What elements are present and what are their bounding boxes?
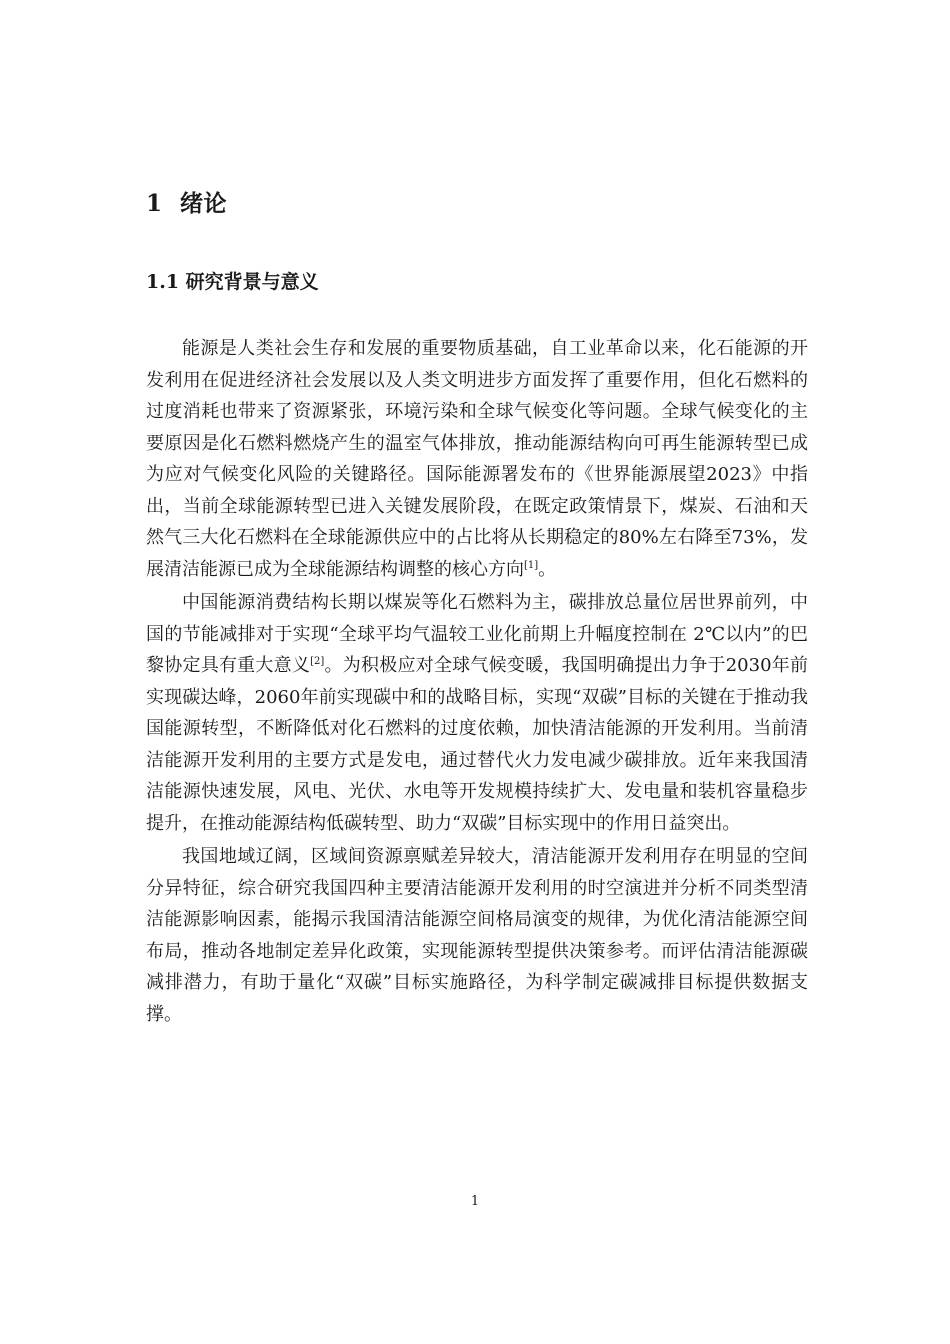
paragraph-text: 我国地域辽阔，区域间资源禀赋差异较大，清洁能源开发利用存在明显的空间分异特征，综合研究我国四种主要清洁能源开发利用的时空演进并分析不同类型清洁能源影响因素，能揭示我国清洁能源空间格局演变的规律，为优化清洁能源空间布局，推动各地制定差异化政策，实现能源转型提供决策参考。而评估清洁能源碳减排潜力，有助于量化“双碳”目标实施路径，为科学制定碳减排目标提供数据支撑。 [146, 846, 808, 1025]
page-number: 1 [470, 1194, 480, 1209]
section-title: 1.1 研究背景与意义 [146, 271, 319, 293]
paragraph-text-tail: 。 [538, 558, 557, 580]
chapter-title-text: 绪论 [180, 190, 227, 217]
chapter-title [146, 186, 227, 222]
citation-1: [1] [524, 559, 539, 571]
paragraph-2 [146, 587, 808, 839]
body-text [146, 333, 808, 1032]
paragraph-1 [146, 333, 808, 585]
paragraph-text: 中国能源消费结构长期以煤炭等化石燃料为主，碳排放总量位居世界前列，中国的节能减排对于实现“全球平均气温较工业化前期上升幅度控制在 2℃以内”的巴黎协定具有重大意义 [146, 592, 808, 676]
chapter-number: 1 [146, 190, 163, 217]
citation-2: [2] [310, 656, 325, 667]
paragraph-text-tail: 。为积极应对全球气候变暖，我国明确提出力争于2030年前实现碳达峰，2060年前实现碳中和的战略目标，实现“双碳”目标的关键在于推动我国能源转型，不断降低对化石燃料的过度依赖，加快清洁能源的开发利用。当前清洁能源开发利用的主要方式是发电，通过替代火力发电减少碳排放。近年来我国清洁能源快速发展，风电、光伏、水电等开发规模持续扩大、发电量和装机容量稳步提升，在推动能源结构低碳转型、助力“双碳”目标实现中的作用日益突出。 [146, 655, 808, 834]
paragraph-text: 能源是人类社会生存和发展的重要物质基础，自工业革命以来，化石能源的开发利用在促进经济社会发展以及人类文明进步方面发挥了重要作用，但化石燃料的过度消耗也带来了资源紧张，环境污染和全球气候变化等问题。全球气候变化的主要原因是化石燃料燃烧产生的温室气体排放，推动能源结构向可再生能源转型已成为应对气候变化风险的关键路径。国际能源署发布的《世界能源展望2023》中指出，当前全球能源转型已进入关键发展阶段，在既定政策情景下，煤炭、石油和天然气三大化石燃料在全球能源供应中的占比将从长期稳定的80%左右降至73%，发展清洁能源已成为全球能源结构调整的核心方向 [146, 338, 808, 580]
paragraph-3 [146, 841, 808, 1030]
